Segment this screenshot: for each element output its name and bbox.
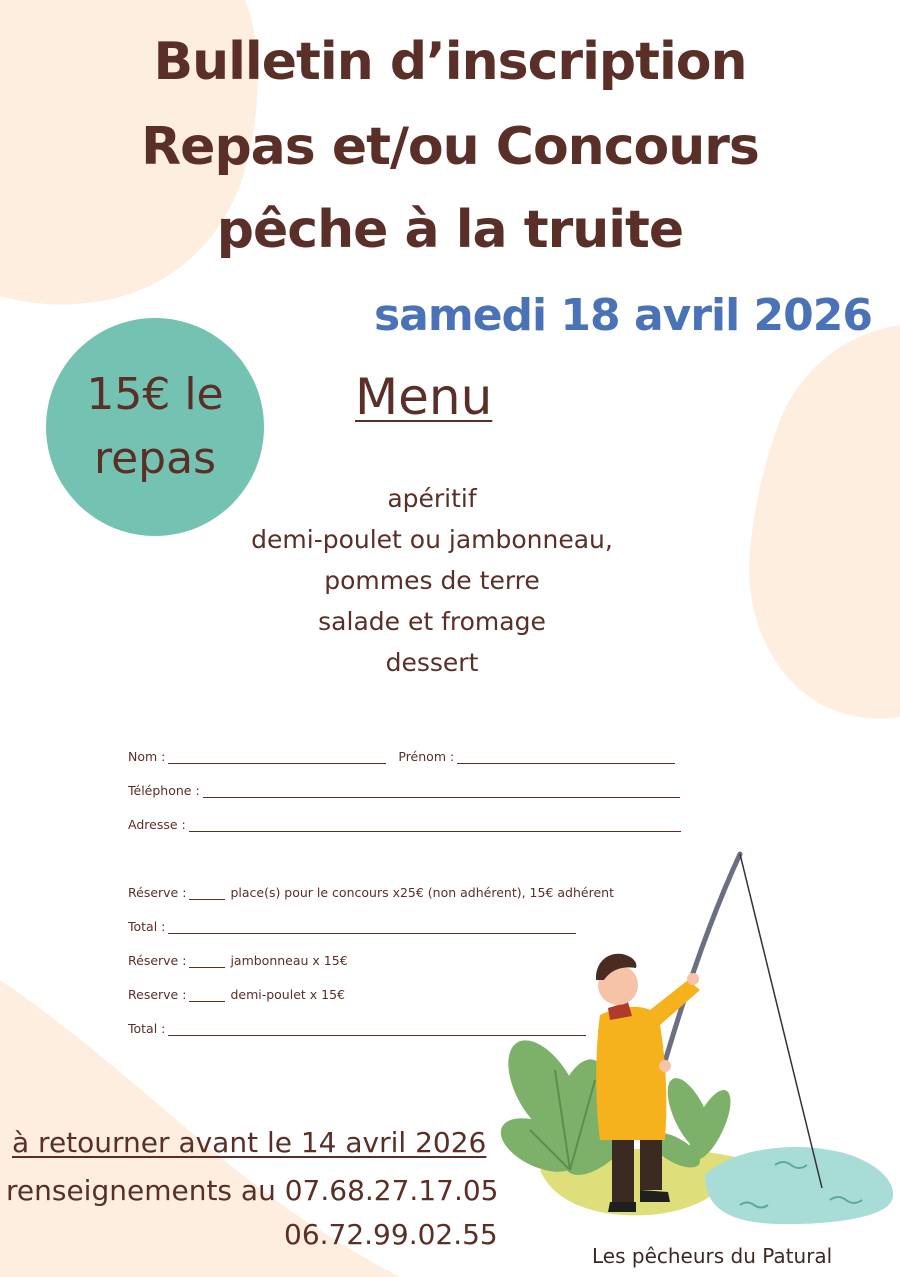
telephone-field[interactable] (203, 785, 680, 798)
pond-water-icon (705, 1147, 893, 1224)
fisherman-illustration (500, 840, 900, 1230)
reserve-concours-label: Réserve : (128, 885, 187, 900)
return-deadline: à retourner avant le 14 avril 2026 (12, 1126, 487, 1159)
reserve-poulet-label: Reserve : (128, 987, 187, 1002)
reserve-poulet-text: demi-poulet x 15€ (230, 987, 345, 1002)
menu-item: salade et fromage (318, 607, 546, 636)
menu-item: apéritif (387, 484, 477, 513)
menu-list (232, 478, 632, 683)
menu-title: Menu (355, 368, 493, 426)
menu-item: dessert (385, 648, 479, 677)
menu-item: demi-poulet ou jambonneau, (251, 525, 613, 554)
form-row-telephone (128, 778, 680, 798)
event-date: samedi 18 avril 2026 (373, 290, 872, 341)
organizer-signature: Les pêcheurs du Patural (592, 1244, 833, 1268)
reserve-concours-field[interactable] (189, 887, 225, 900)
info-phone: renseignements au 07.68.27.17.05 (6, 1174, 499, 1207)
nom-field[interactable] (168, 751, 386, 764)
prenom-field[interactable] (457, 751, 675, 764)
title-line-1: Bulletin d’inscription (153, 32, 747, 92)
fishing-rod-icon (658, 854, 740, 1085)
reserve-poulet-field[interactable] (189, 989, 225, 1002)
form-row-reserve-poulet (128, 982, 345, 1002)
reserve-concours-text: place(s) pour le concours x25€ (non adhérent), 15€ adhérent (230, 885, 614, 900)
total-1-label: Total : (128, 919, 166, 934)
form-row-reserve-jambonneau (128, 948, 348, 968)
prenom-label: Prénom : (398, 749, 455, 764)
menu-item: pommes de terre (324, 566, 540, 595)
adresse-field[interactable] (189, 819, 681, 832)
reserve-jambonneau-text: jambonneau x 15€ (230, 953, 348, 968)
telephone-label: Téléphone : (128, 783, 200, 798)
info-phone-2: 06.72.99.02.55 (284, 1218, 498, 1251)
title-line-3: pêche à la truite (216, 200, 684, 260)
fishing-line (740, 854, 822, 1188)
background-blob-right (705, 325, 900, 725)
reserve-jambonneau-field[interactable] (189, 955, 225, 968)
title-line-2: Repas et/ou Concours (141, 117, 759, 177)
form-row-name (128, 744, 675, 764)
nom-label: Nom : (128, 749, 166, 764)
total-2-label: Total : (128, 1021, 166, 1036)
form-row-adresse (128, 812, 681, 832)
adresse-label: Adresse : (128, 817, 186, 832)
price-badge-line-2: repas (93, 433, 216, 484)
reserve-jambonneau-label: Réserve : (128, 953, 187, 968)
price-badge-line-1: 15€ le (86, 369, 224, 421)
